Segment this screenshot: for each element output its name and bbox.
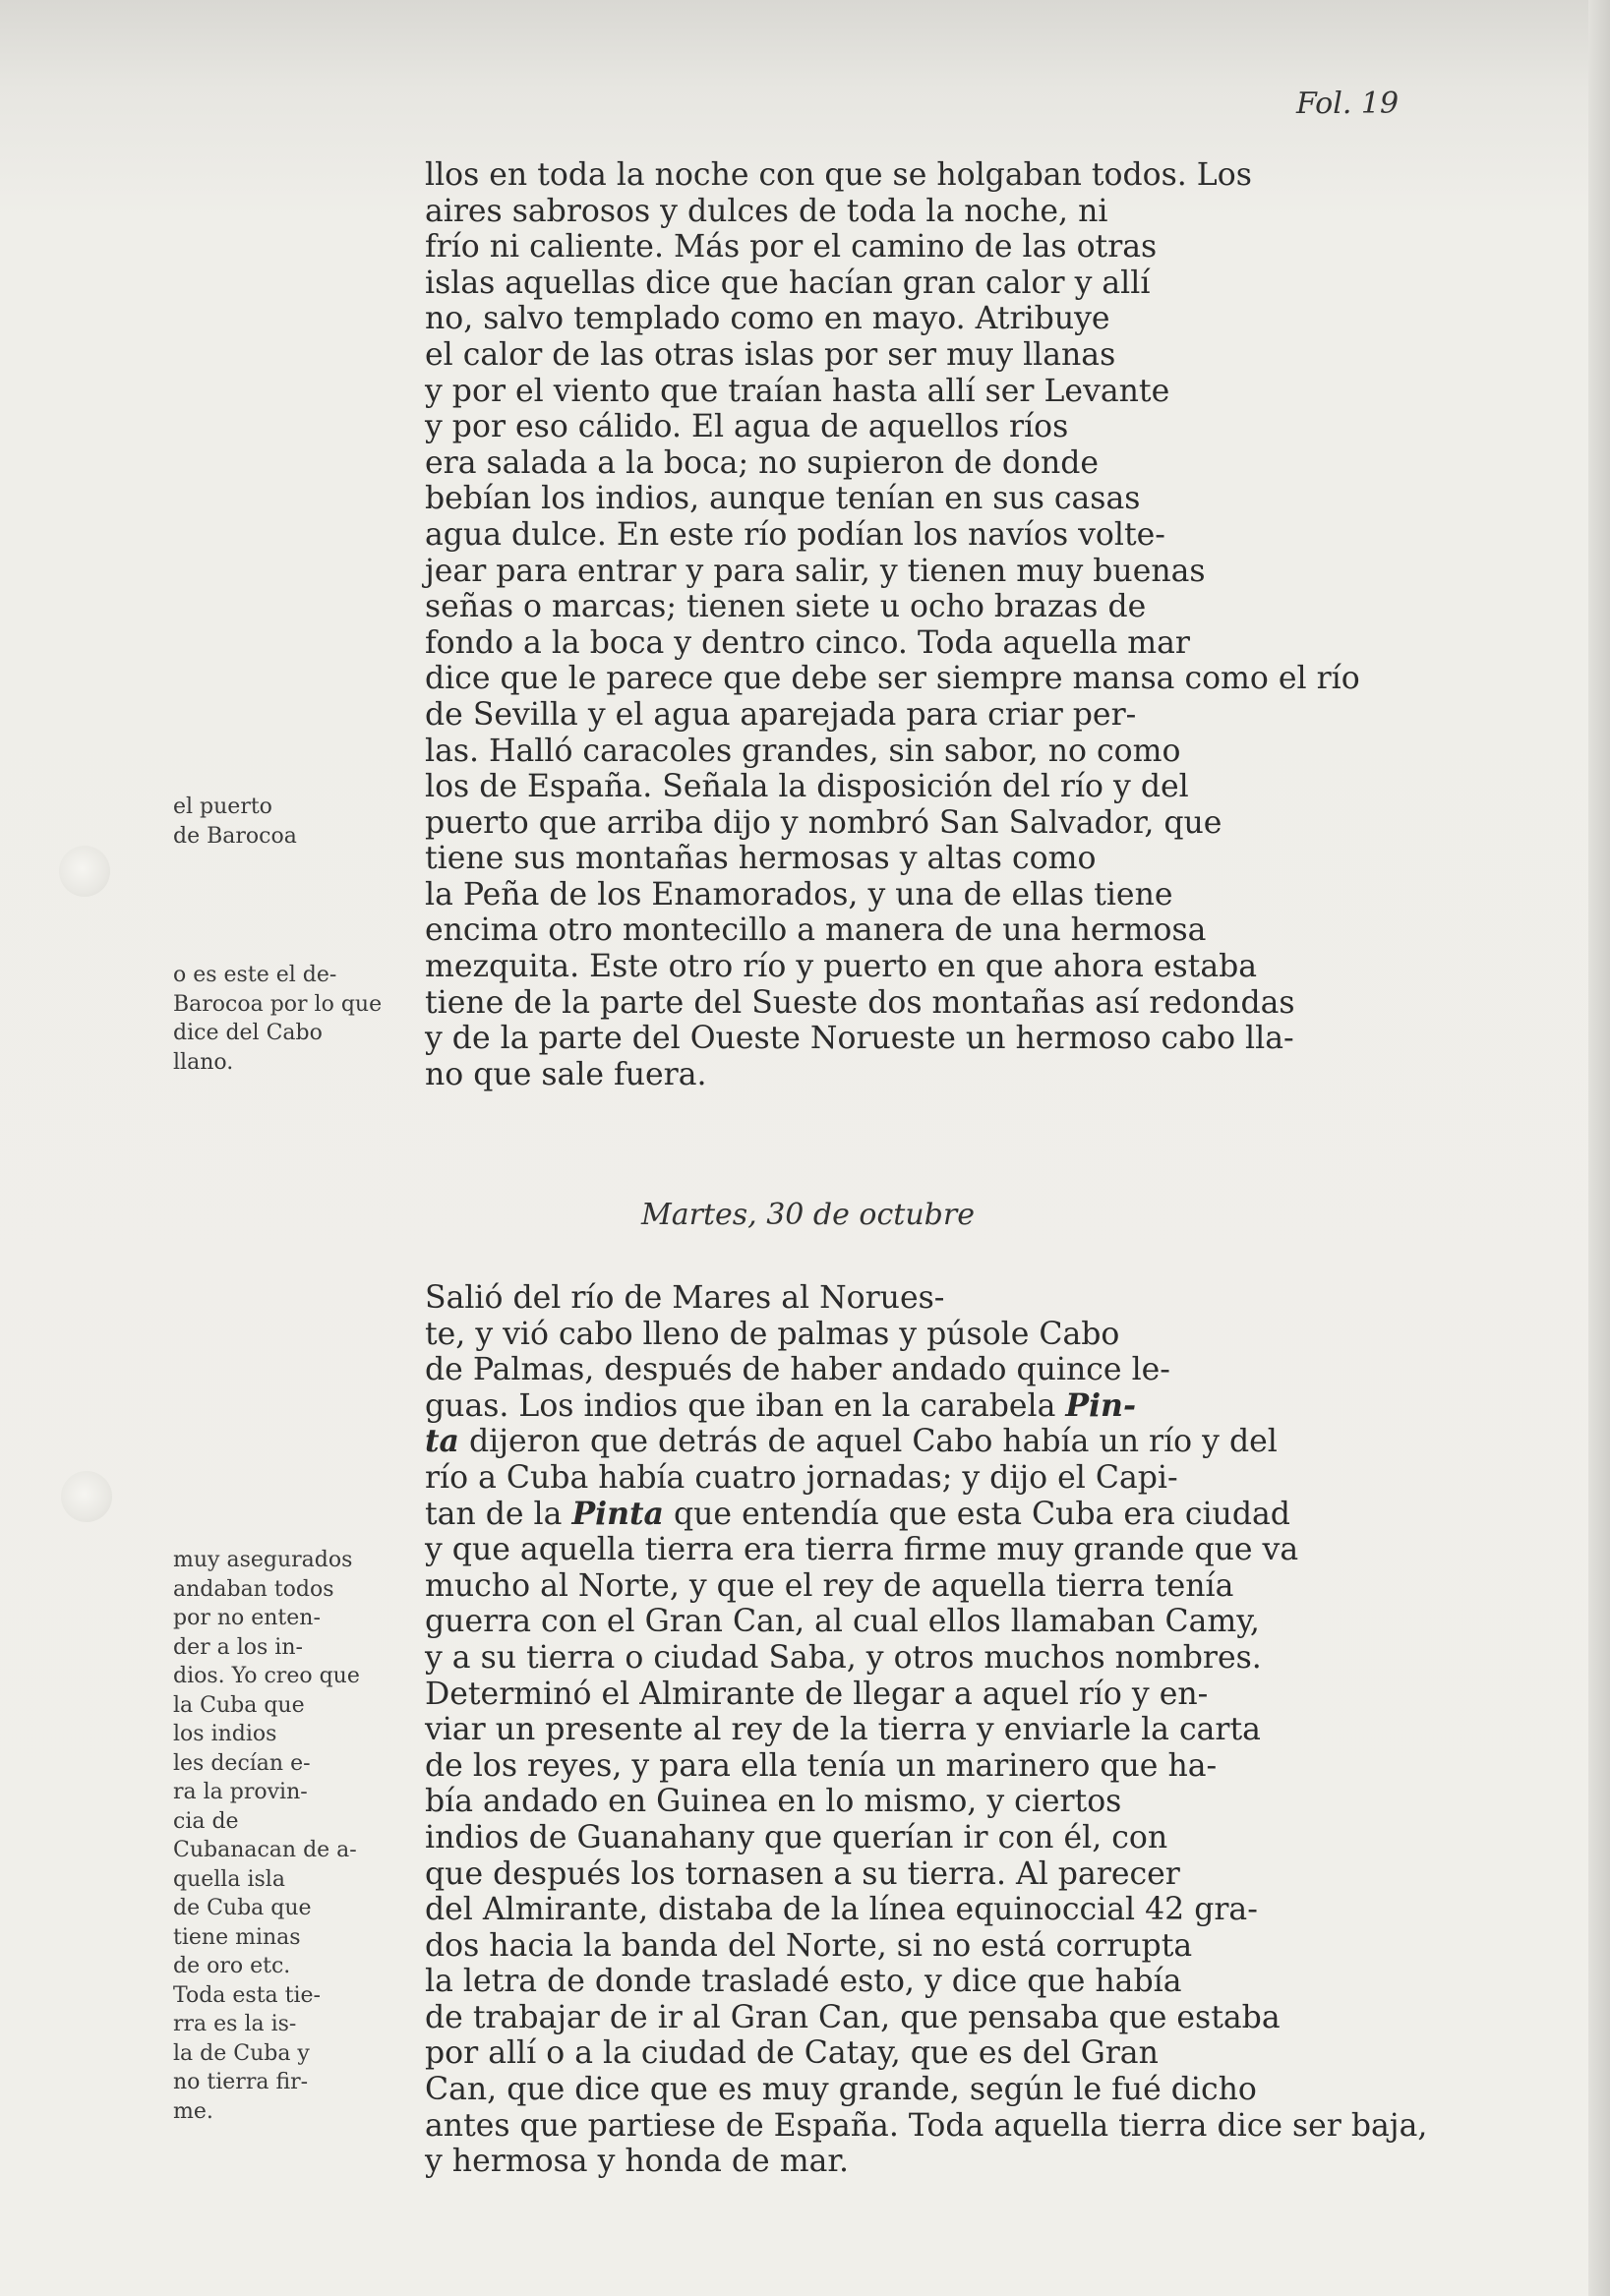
punch-hole (59, 846, 110, 897)
text-line: por allí o a la ciudad de Catay, que es del Gran (425, 2035, 1159, 2072)
note-line: llano. (173, 1049, 234, 1075)
note-line: Toda esta tie- (173, 1982, 321, 2008)
text-line: bebían los indios, aunque tenían en sus casas (425, 481, 1141, 517)
text-line: viar un presente al rey de la tierra y enviarle la carta (425, 1712, 1261, 1748)
note-line: cia de (173, 1808, 239, 1834)
text-line: agua dulce. En este río podían los navíos volte- (425, 516, 1165, 553)
text-line: jear para entrar y para salir, y tienen muy buenas (425, 553, 1206, 589)
note-line: por no enten- (173, 1606, 321, 1630)
note-line: andaban todos (173, 1576, 334, 1602)
text-line: que después los tornasen a su tierra. Al parecer (425, 1855, 1180, 1892)
text-line: mucho al Norte, y que el rey de aquella tierra tenía (425, 1567, 1234, 1604)
text-run: que entendía que esta Cuba era ciudad (663, 1496, 1290, 1532)
text-line (425, 1388, 1427, 1425)
note-line: de Cuba que (173, 1896, 312, 1920)
text-run: dijeron que detrás de aquel Cabo había un río y del (458, 1424, 1278, 1460)
text-line: de Palmas, después de haber andado quince le- (425, 1352, 1170, 1388)
text-line (425, 1497, 1427, 1533)
text-line: dos hacia la banda del Norte, si no está corrupta (425, 1927, 1193, 1964)
text-line: tiene de la parte del Sueste dos montañas así redondas (425, 984, 1295, 1021)
text-line: y que aquella tierra era tierra firme muy grande que va (425, 1532, 1299, 1568)
text-line: islas aquellas dice que hacían gran calor y allí (425, 265, 1151, 301)
main-text-block-1 (425, 157, 1360, 1092)
text-line: aires sabrosos y dulces de toda la noche, ni (425, 193, 1108, 229)
text-line: la letra de donde trasladé esto, y dice que había (425, 1964, 1182, 2000)
note-line: Barocoa por lo que (173, 991, 383, 1017)
text-run: guas. Los indios que iban en la carabela (425, 1387, 1066, 1424)
text-line: indios de Guanahany que querían ir con él, con (425, 1819, 1168, 1855)
text-line: río a Cuba había cuatro jornadas; y dijo el Capi- (425, 1459, 1178, 1496)
note-line: la Cuba que (173, 1692, 305, 1718)
text-line: y por eso cálido. El agua de aquellos ríos (425, 409, 1069, 445)
note-line: me. (173, 2098, 213, 2124)
note-line: rra es la is- (173, 2012, 297, 2036)
note-line: de Barocoa (173, 823, 297, 849)
text-run: tan de la (425, 1496, 572, 1532)
text-line: de los reyes, y para ella tenía un marinero que ha- (425, 1747, 1218, 1784)
ship-name: Pin- (1065, 1386, 1137, 1424)
text-line (425, 1424, 1427, 1460)
text-line: dice que le parece que debe ser siempre mansa como el río (425, 661, 1360, 697)
text-line: de trabajar de ir al Gran Can, que pensaba que estaba (425, 1999, 1281, 2035)
text-line: y por el viento que traían hasta allí ser Levante (425, 373, 1170, 409)
text-line: de Sevilla y el agua aparejada para criar per- (425, 696, 1137, 733)
note-line: los indios (173, 1722, 277, 1746)
text-line: no que sale fuera. (425, 1056, 707, 1092)
text-line: el calor de las otras islas por ser muy llanas (425, 336, 1116, 373)
text-line: guerra con el Gran Can, al cual ellos llamaban Camy, (425, 1604, 1260, 1640)
note-line: quella isla (173, 1866, 285, 1892)
folio-number: Fol. 19 (1296, 87, 1400, 121)
text-line: la Peña de los Enamorados, y una de ellas tiene (425, 876, 1173, 913)
text-line: las. Halló caracoles grandes, sin sabor, no como (425, 733, 1181, 769)
note-line: Cubanacan de a- (173, 1838, 357, 1862)
main-text-block-2 (425, 1280, 1427, 2180)
margin-note-cuba (173, 1546, 360, 2126)
text-line: encima otro montecillo a manera de una hermosa (425, 913, 1207, 949)
text-line: frío ni caliente. Más por el camino de las otras (425, 229, 1158, 265)
text-line: y hermosa y honda de mar. (425, 2144, 849, 2180)
note-line: la de Cuba y (173, 2040, 310, 2066)
text-line: antes que partiese de España. Toda aquella tierra dice ser baja, (425, 2107, 1428, 2144)
ship-name: Pinta (571, 1495, 664, 1532)
text-line: tiene sus montañas hermosas y altas como (425, 841, 1097, 877)
text-line: era salada a la boca; no supieron de donde (425, 444, 1100, 481)
text-line: no, salvo templado como en mayo. Atribuye (425, 301, 1110, 337)
text-line: Salió del río de Mares al Norues- (425, 1280, 945, 1316)
text-line: Determinó el Almirante de llegar a aquel río y en- (425, 1676, 1209, 1712)
text-line: bía andado en Guinea en lo mismo, y ciertos (425, 1784, 1122, 1820)
text-line: y a su tierra o ciudad Saba, y otros muchos nombres. (425, 1639, 1262, 1676)
text-line: Can, que dice que es muy grande, según le fué dicho (425, 2072, 1257, 2108)
note-line: dice del Cabo (173, 1021, 323, 1045)
note-line: no tierra fir- (173, 2070, 309, 2094)
text-line: fondo a la boca y dentro cinco. Toda aquella mar (425, 624, 1190, 661)
note-line: dios. Yo creo que (173, 1664, 360, 1688)
text-line: del Almirante, distaba de la línea equinoccial 42 gra- (425, 1892, 1258, 1928)
punch-hole (61, 1471, 112, 1522)
margin-note-barocoa (173, 793, 297, 851)
page-edge-shadow (1588, 0, 1610, 2296)
note-line: muy asegurados (173, 1548, 353, 1572)
margin-note-cabo-llano (173, 961, 382, 1077)
ship-name: ta (425, 1423, 459, 1460)
note-line: der a los in- (173, 1634, 303, 1660)
note-line: o es este el de- (173, 963, 337, 987)
note-line: les decían e- (173, 1750, 311, 1776)
text-line: los de España. Señala la disposición del río y del (425, 769, 1189, 805)
text-line: mezquita. Este otro río y puerto en que ahora estaba (425, 949, 1258, 985)
note-line: ra la provin- (173, 1780, 308, 1804)
text-line: señas o marcas; tienen siete u ocho brazas de (425, 589, 1147, 625)
text-line: te, y vió cabo lleno de palmas y púsole Cabo (425, 1316, 1120, 1352)
text-line: puerto que arriba dijo y nombró San Salvador, que (425, 804, 1222, 841)
note-line: tiene minas (173, 1924, 301, 1950)
note-line: de oro etc. (173, 1954, 291, 1978)
text-line: y de la parte del Oueste Norueste un hermoso cabo lla- (425, 1021, 1294, 1057)
note-line: el puerto (173, 795, 272, 819)
text-line: llos en toda la noche con que se holgaban todos. Los (425, 157, 1252, 193)
date-heading: Martes, 30 de octubre (641, 1198, 975, 1232)
